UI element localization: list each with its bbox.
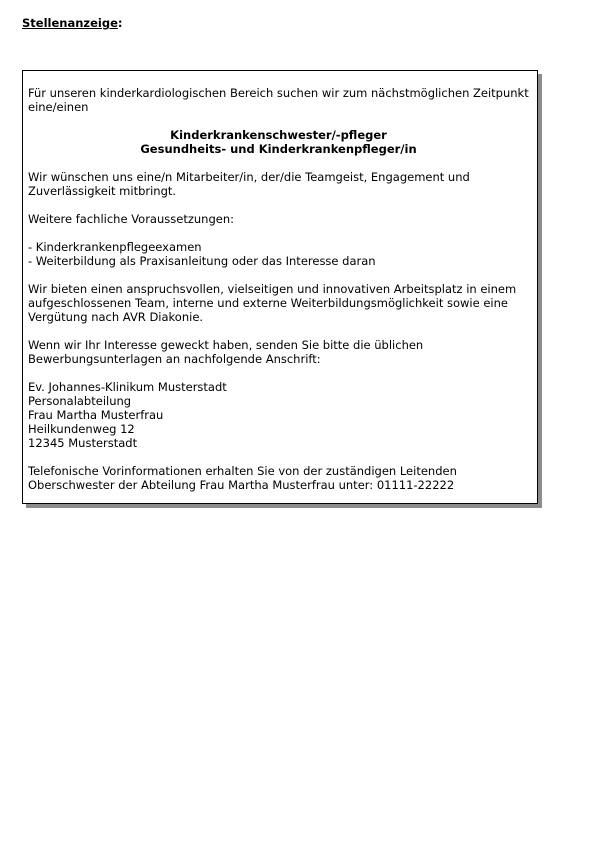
address-block [28, 380, 529, 450]
contact-info [28, 464, 529, 492]
ad-wish: Wir wünschen uns eine/n Mitarbeiter/in, der/die Teamgeist, Engagement und Zuverlässigkeit mitbringt. [28, 170, 470, 198]
job-title-line: Kinderkrankenschwester/-pfleger [170, 128, 387, 142]
job-title-line: Gesundheits- und Kinderkrankenpfleger/in [140, 142, 417, 156]
address-line: Ev. Johannes-Klinikum Musterstadt [28, 380, 227, 394]
ad-apply: Wenn wir Ihr Interesse geweckt haben, senden Sie bitte die üblichen Bewerbungsunterlagen an nachfolgende Anschrift: [28, 338, 424, 366]
address-line: Heilkundenweg 12 [28, 422, 135, 436]
list-item: - Kinderkrankenpflegeexamen [28, 240, 202, 254]
contact-line: Telefonische Vorinformationen erhalten Sie von der zuständigen Leitenden [28, 464, 457, 478]
ad-intro: Für unseren kinderkardiologischen Bereich suchen wir zum nächstmöglichen Zeitpunkt eine/einen [28, 86, 529, 114]
requirements-list [28, 240, 529, 268]
ad-offer: Wir bieten einen anspruchsvollen, vielseitigen und innovativen Arbeitsplatz in einem aufgeschlossenen Team, interne und externe Weiterbildungsmöglichkeit sowie eine Vergütung nach AVR Diakonie. [28, 282, 517, 324]
heading-colon: : [117, 16, 123, 30]
job-title [28, 128, 529, 156]
job-ad-box [22, 70, 538, 504]
heading-text: Stellenanzeige [22, 16, 118, 30]
requirements-heading: Weitere fachliche Voraussetzungen: [28, 212, 234, 226]
address-line: Frau Martha Musterfrau [28, 408, 164, 422]
list-item: - Weiterbildung als Praxisanleitung oder das Interesse daran [28, 254, 376, 268]
contact-line: Oberschwester der Abteilung Frau Martha Musterfrau unter: 01111-22222 [28, 478, 455, 492]
address-line: Personalabteilung [28, 394, 132, 408]
page-heading [22, 16, 122, 30]
address-line: 12345 Musterstadt [28, 436, 138, 450]
